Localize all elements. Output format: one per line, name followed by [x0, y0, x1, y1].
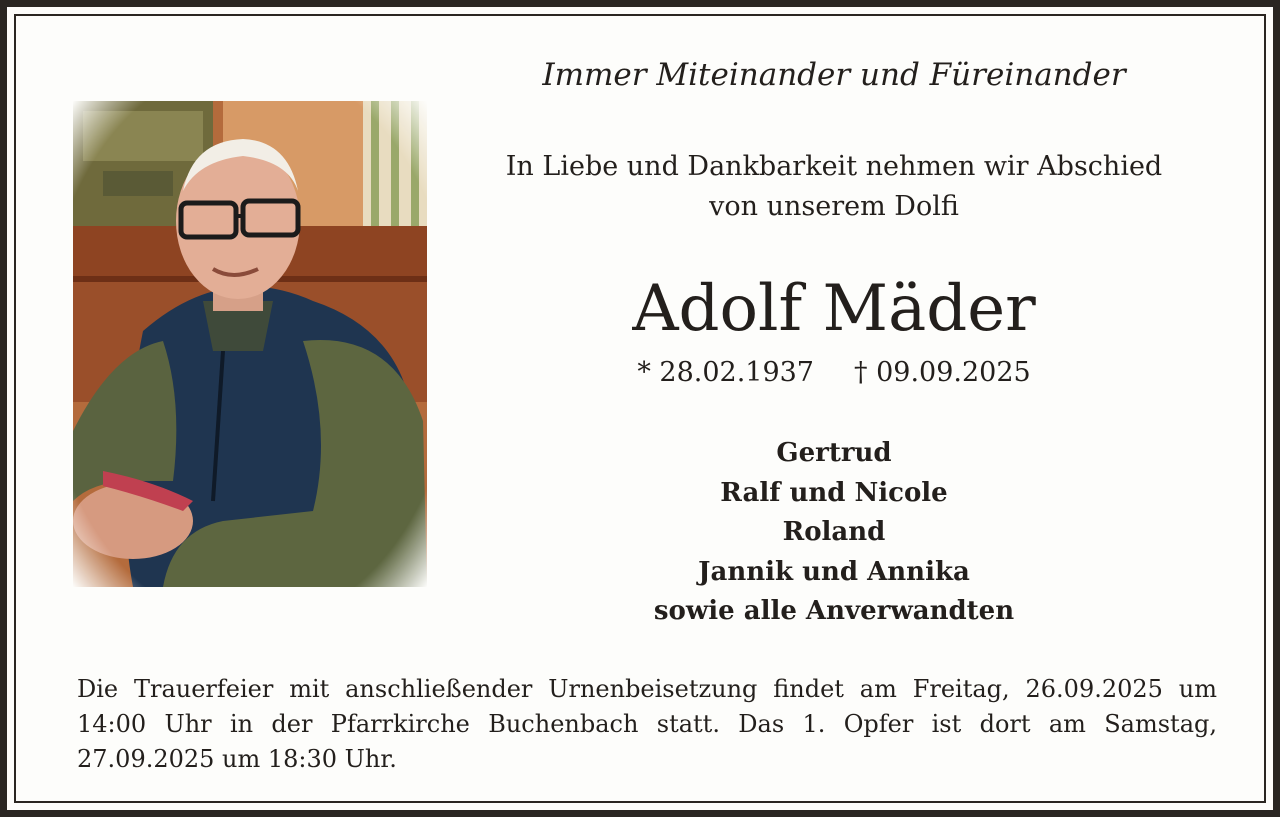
portrait-illustration [73, 101, 427, 587]
mourner: Gertrud [776, 438, 892, 468]
mourners-list [447, 434, 1221, 632]
mourner: Roland [782, 517, 886, 547]
mourner: Jannik und Annika [698, 556, 970, 587]
service-announcement: Die Trauerfeier mit anschließender Urnenbeisetzung findet am Freitag, 26.09.2025 um 14:00 Uhr in der Pfarrkirche Buchenbach statt. Das 1. Opfer ist dort am Samstag, 27.09.2025 um 18:30 Uhr. [77, 675, 1217, 773]
intro-line: In Liebe und Dankbarkeit nehmen wir Abschied [505, 151, 1163, 182]
mourner: Ralf und Nicole [720, 477, 948, 508]
birth-date: * 28.02.1937 [637, 357, 814, 388]
intro-text [447, 147, 1221, 227]
deceased-name: Adolf Mäder [632, 272, 1036, 346]
intro-line: von unserem Dolfi [709, 191, 959, 222]
death-date: † 09.09.2025 [854, 357, 1031, 388]
mourner: sowie alle Anverwandten [653, 596, 1015, 626]
portrait-photo [73, 101, 427, 587]
life-dates [447, 354, 1221, 392]
motto: Immer Miteinander und Füreinander [542, 57, 1126, 93]
